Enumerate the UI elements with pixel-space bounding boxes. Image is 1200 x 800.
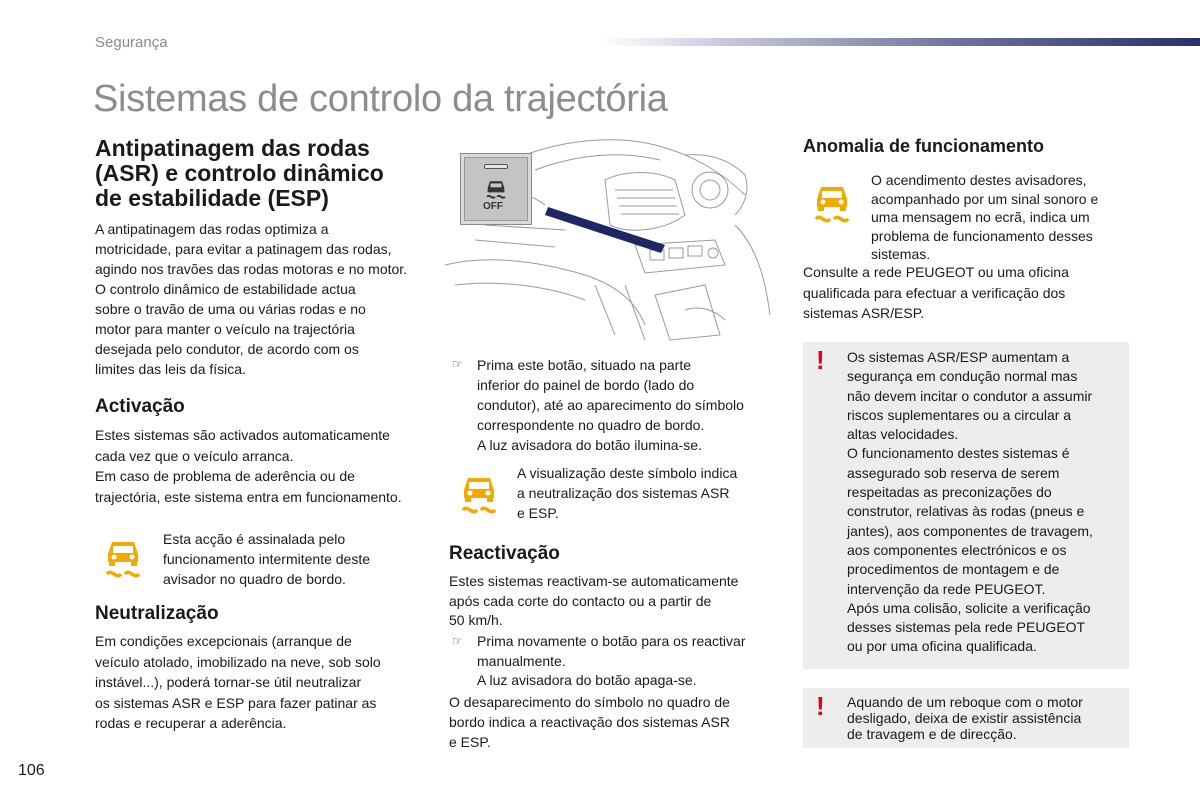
col1-heading: Antipatinagem das rodas (ASR) e controlo dinâmico de estabilidade (ESP) — [95, 135, 384, 211]
esp-warning-icon — [104, 538, 142, 582]
reactivation-heading: Reactivação — [449, 543, 560, 564]
malfunction-heading: Anomalia de funcionamento — [803, 136, 1045, 156]
symbol-note: A visualização deste símbolo indica a neutralização dos sistemas ASR e ESP. — [517, 465, 738, 521]
safety-warning-text: Os sistemas ASR/ESP aumentam a segurança em condução normal mas não devem incitar o condutor a assumir riscos suplementares ou a circular a altas velocidades. O funcionamento destes sistemas é assegurado sob reserva de serem respeitadas as preconizações do construtor, relativas às rodas (pneus e jantes), aos componentes de travagem, aos componentes electrónicos e os procedimentos de montagem e de intervenção da rede PEUGEOT. Após uma colisão, solicite a verificação desses sistemas pela rede PEUGEOT ou por uma oficina qualificada. — [847, 349, 1093, 655]
esp-off-warning-icon — [460, 474, 498, 518]
warning-exclamation-icon: ! — [816, 345, 825, 375]
neutralization-heading: Neutralização — [95, 603, 219, 624]
warning-exclamation-icon: ! — [816, 691, 825, 721]
neutralization-text: Em condições excepcionais (arranque de veículo atolado, imobilizado na neve, sob solo instável...), poderá tornar-se útil neutralizar os sistemas ASR e ESP para fazer patinar as rodas e recuperar a aderência. — [95, 633, 381, 731]
press-instruction: Prima este botão, situado na parte inferior do painel de bordo (lado do condutor), até ao aparecimento do símbolo correspondente no quadro de bordo. A luz avisadora do botão ilumina-se. — [477, 357, 744, 453]
esp-fault-warning-icon — [813, 183, 851, 227]
esp-off-button-image — [460, 153, 532, 225]
activation-text: Estes sistemas são activados automaticamente cada vez que o veículo arranca. Em caso de problema de aderência ou de trajectória, este sistema entra em funcionamento. — [95, 427, 402, 505]
flash-note: Esta acção é assinalada pelo funcionamento intermitente deste avisador no quadro de bordo. — [163, 531, 371, 587]
press-again-instruction: Prima novamente o botão para os reactivar manualmente. A luz avisadora do botão apaga-se. — [477, 633, 746, 688]
col1-intro: A antipatinagem das rodas optimiza a motricidade, para evitar a patinagem das rodas, agindo nos travões das rodas motoras e no motor. O controlo dinâmico de estabilidade actua sobre o travão de uma ou várias rodas e no motor para manter o veículo na trajectória desejada pelo condutor, de acordo com os limites das leis da física. — [95, 221, 408, 377]
towing-warning-text: Aquando de um reboque com o motor desligado, deixa de existir assistência de travagem e de direcção. — [847, 694, 1083, 742]
page-number: 106 — [18, 762, 45, 779]
esp-symbol-icon — [485, 179, 507, 199]
button-off-label: OFF — [483, 201, 503, 212]
malfunction-text: Consulte a rede PEUGEOT ou uma oficina qualificada para efectuar a verificação dos sistemas ASR/ESP. — [803, 264, 1069, 321]
bullet-icon: ☞ — [452, 357, 463, 371]
header-bar — [600, 38, 1200, 46]
page-title: Sistemas de controlo da trajectória — [93, 78, 668, 120]
reactivation-text: Estes sistemas reactivam-se automaticamente após cada corte do contacto ou a partir de 50 km/h. — [449, 573, 739, 628]
activation-heading: Activação — [95, 396, 185, 417]
section-label: Segurança — [95, 34, 168, 51]
malfunction-icon-text: O acendimento destes avisadores, acompanhado por um sinal sonoro e uma mensagem no ecrã, indica um problema de funcionamento desses sistemas. — [871, 172, 1099, 262]
bullet-icon: ☞ — [452, 634, 463, 648]
disappear-text: O desaparecimento do símbolo no quadro de bordo indica a reactivação dos sistemas ASR e ESP. — [449, 694, 730, 750]
